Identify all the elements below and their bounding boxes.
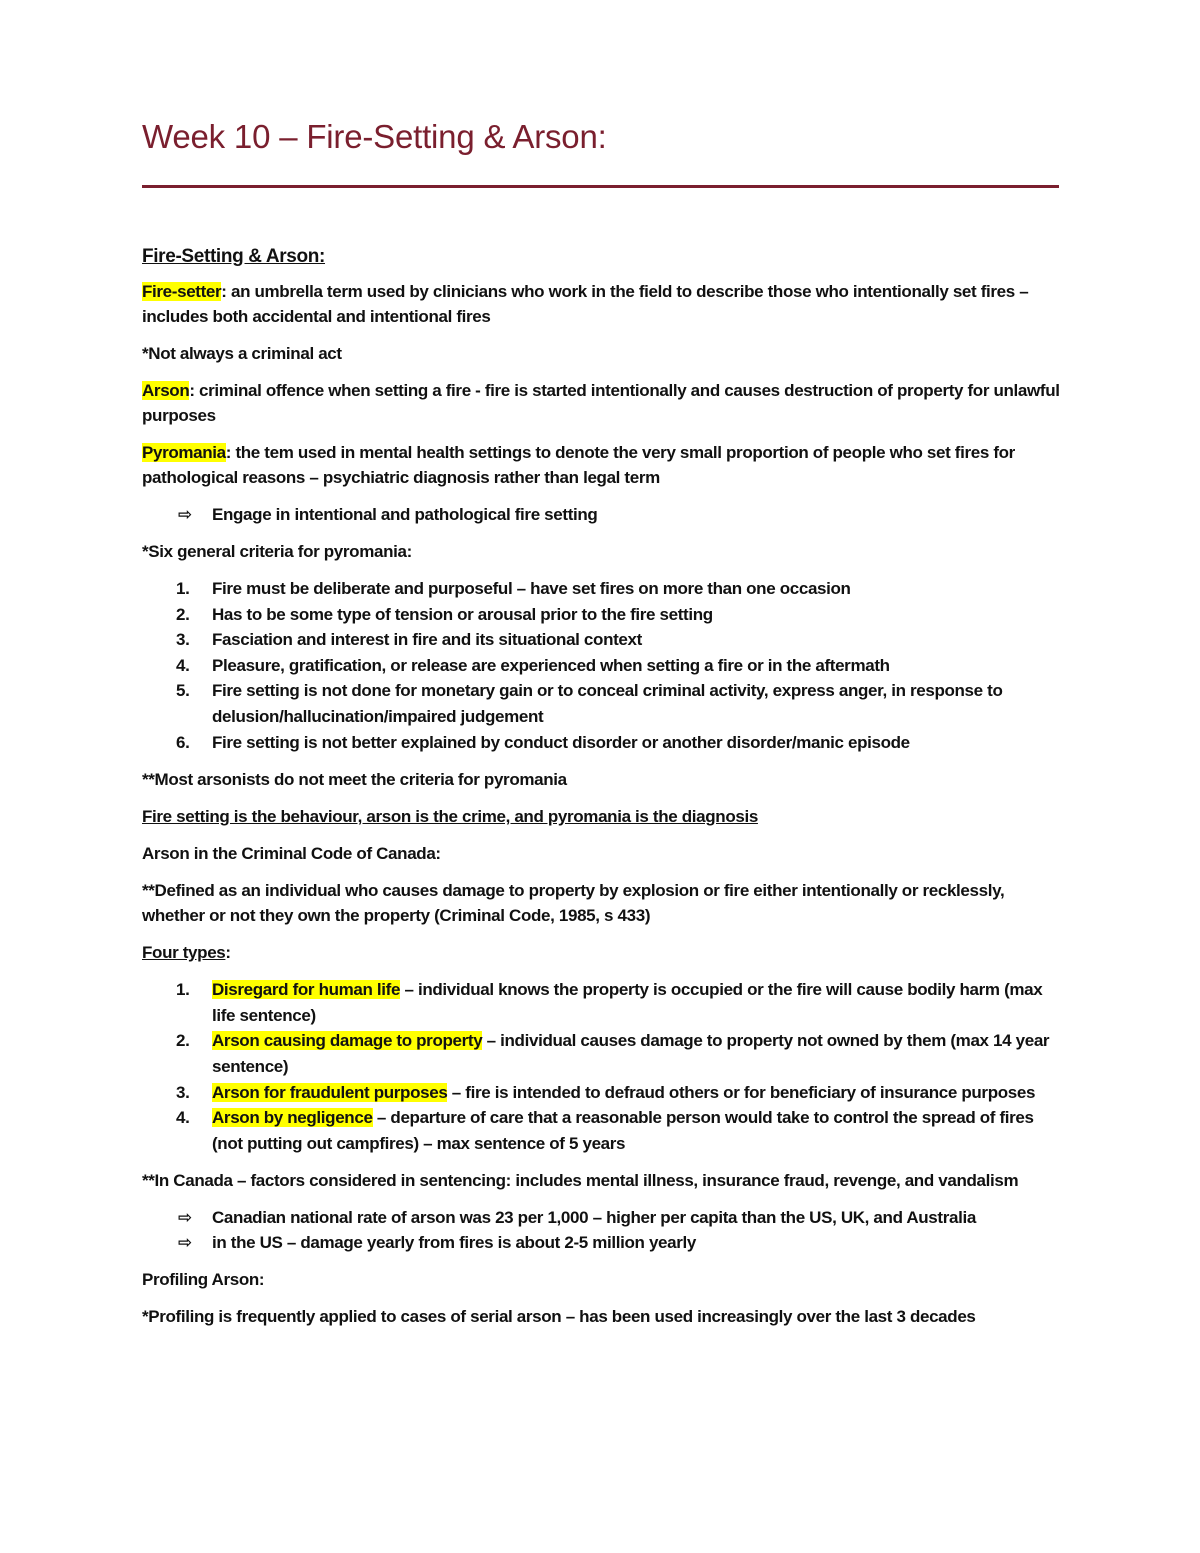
pyromania-bullets bbox=[142, 502, 1062, 527]
list-item: 1. Disregard for human life – individual knows the property is occupied or the fire will cause bodily harm (max life sentence) bbox=[176, 980, 1043, 1025]
firesetter-text: : an umbrella term used by clinicians who work in the field to describe those who intentionally set fires – includes both accidental and intentional fires bbox=[142, 282, 1029, 326]
pyromania-term: Pyromania bbox=[142, 443, 226, 462]
criminal-code-definition: **Defined as an individual who causes damage to property by explosion or fire either intentionally or recklessly, whether or not they own the property (Criminal Code, 1985, s 433) bbox=[142, 881, 1005, 926]
arrow-icon: ⇨ bbox=[178, 1208, 192, 1228]
list-item: 5. Fire setting is not done for monetary gain or to conceal criminal activity, express anger, in response to delusion/hallucination/impaired judgement bbox=[176, 681, 1003, 726]
criminal-code-heading: Arson in the Criminal Code of Canada: bbox=[142, 844, 441, 864]
list-item: 1. Fire must be deliberate and purposeful – have set fires on more than one occasion bbox=[176, 579, 851, 598]
profiling-text: *Profiling is frequently applied to cases of serial arson – has been used increasingly over the last 3 decades bbox=[142, 1307, 976, 1327]
profiling-heading: Profiling Arson: bbox=[142, 1270, 265, 1290]
arrow-icon: ⇨ bbox=[178, 1233, 192, 1253]
firesetter-definition bbox=[142, 279, 1062, 329]
list-item: 2. Has to be some type of tension or arousal prior to the fire setting bbox=[176, 604, 713, 624]
list-item: ⇨ in the US – damage yearly from fires is about 2-5 million yearly bbox=[142, 1230, 1062, 1255]
canada-sentencing-note: **In Canada – factors considered in sentencing: includes mental illness, insurance fraud, revenge, and vandalism bbox=[142, 1171, 1019, 1191]
list-item: 3. Fasciation and interest in fire and its situational context bbox=[176, 630, 642, 650]
criteria-intro: *Six general criteria for pyromania: bbox=[142, 542, 412, 561]
title-divider bbox=[142, 185, 1059, 188]
page-title: Week 10 – Fire-Setting & Arson: bbox=[142, 118, 607, 155]
list-item: 2. Arson causing damage to property – individual causes damage to property not owned by them (max 14 year sentence) bbox=[176, 1031, 1050, 1076]
list-item: ⇨ Engage in intentional and pathological fire setting bbox=[142, 502, 1062, 527]
pyromania-definition bbox=[142, 440, 1062, 490]
most-arsonists-note: **Most arsonists do not meet the criteria for pyromania bbox=[142, 770, 567, 790]
summary-line: Fire setting is the behaviour, arson is the crime, and pyromania is the diagnosis bbox=[142, 807, 758, 827]
list-item: 6. Fire setting is not better explained by conduct disorder or another disorder/manic episode bbox=[176, 732, 910, 752]
list-item: ⇨ Canadian national rate of arson was 23 per 1,000 – higher per capita than the US, UK, and Australia bbox=[142, 1205, 1062, 1230]
list-item: 4. Arson by negligence – departure of care that a reasonable person would take to control the spread of fires (not putting out campfires) – max sentence of 5 years bbox=[176, 1108, 1034, 1153]
list-item: 4. Pleasure, gratification, or release are experienced when setting a fire or in the aftermath bbox=[176, 655, 890, 675]
arrow-icon: ⇨ bbox=[178, 505, 192, 524]
firesetter-term: Fire-setter bbox=[142, 282, 222, 301]
section-heading: Fire-Setting & Arson: bbox=[142, 246, 326, 267]
arson-definition bbox=[142, 378, 1062, 428]
criteria-list bbox=[142, 576, 1062, 755]
document-body bbox=[142, 244, 1062, 1341]
arson-term: Arson bbox=[142, 381, 190, 400]
pyromania-text: : the tem used in mental health settings to denote the very small proportion of people who set fires for pathological reasons – psychiatric diagnosis rather than legal term bbox=[142, 443, 1015, 487]
list-item: 3. Arson for fraudulent purposes – fire is intended to defraud others or for beneficiary of insurance purposes bbox=[176, 1082, 1036, 1102]
not-criminal-note: *Not always a criminal act bbox=[142, 344, 342, 363]
canada-bullets bbox=[142, 1205, 1062, 1255]
four-types-heading: Four types: bbox=[142, 943, 231, 963]
arson-types-list bbox=[142, 977, 1062, 1156]
arson-text: : criminal offence when setting a fire - fire is started intentionally and causes destruction of property for unlawful purposes bbox=[142, 381, 1060, 425]
